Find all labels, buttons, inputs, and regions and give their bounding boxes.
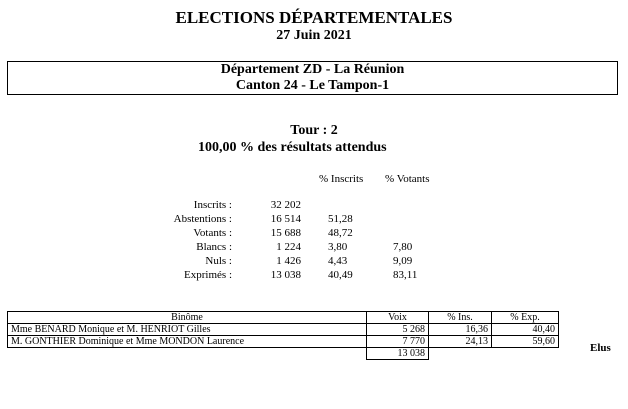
canton-name: Canton 24 - Le Tampon-1: [235, 78, 390, 93]
stat-pct-inscrits: 4,43: [328, 255, 348, 267]
candidate-pct-ins: 24,13: [429, 336, 492, 348]
total-row: [8, 348, 559, 360]
stat-label: Abstentions :: [173, 213, 232, 225]
header-pct-exp: % Exp.: [492, 312, 559, 324]
candidate-pct-ins: 16,36: [429, 324, 492, 336]
candidate-binome: Mme BENARD Monique et M. HENRIOT Gilles: [8, 324, 367, 336]
election-date: 27 Juin 2021: [276, 28, 352, 43]
candidate-pct-exp: 40,40: [492, 324, 559, 336]
stat-label: Blancs :: [196, 241, 232, 253]
header-voix: Voix: [367, 312, 429, 324]
stat-label: Nuls :: [205, 255, 232, 267]
candidate-voix: 7 770: [367, 336, 429, 348]
stat-pct-inscrits: 3,80: [328, 241, 348, 253]
stat-pct-inscrits: 48,72: [328, 227, 353, 239]
stat-value: 15 688: [270, 227, 301, 239]
document-title: ELECTIONS DÉPARTEMENTALES: [175, 8, 453, 27]
results-header-row: [8, 312, 559, 324]
table-row: [8, 324, 559, 336]
candidate-binome: M. GONTHIER Dominique et Mme MONDON Laurence: [8, 336, 367, 348]
stat-pct-votants: 7,80: [393, 241, 413, 253]
candidate-pct-exp: 59,60: [492, 336, 559, 348]
stat-pct-votants: 83,11: [393, 269, 418, 281]
header-pct-votants: % Votants: [385, 173, 430, 185]
stat-value: 1 224: [276, 241, 301, 253]
stat-pct-inscrits: 40,49: [328, 269, 353, 281]
stat-label: Votants :: [193, 227, 232, 239]
round-label: Tour : 2: [290, 123, 338, 138]
departement-name: Département ZD - La Réunion: [220, 62, 405, 77]
stat-label: Inscrits :: [193, 199, 232, 211]
stat-value: 16 514: [270, 213, 301, 225]
stat-value: 13 038: [270, 269, 301, 281]
stat-pct-inscrits: 51,28: [328, 213, 353, 225]
results-progress: 100,00 % des résultats attendus: [198, 140, 387, 155]
stat-value: 1 426: [276, 255, 301, 267]
stat-pct-votants: 9,09: [393, 255, 413, 267]
table-row: [8, 336, 559, 348]
header-pct-ins: % Ins.: [429, 312, 492, 324]
candidate-voix: 5 268: [367, 324, 429, 336]
results-table: [7, 311, 559, 360]
location-box: [7, 61, 618, 95]
total-voix: 13 038: [367, 348, 429, 360]
header-pct-inscrits: % Inscrits: [319, 173, 364, 185]
elected-label: Elus: [590, 342, 611, 354]
stat-value: 32 202: [270, 199, 301, 211]
stat-label: Exprimés :: [184, 269, 232, 281]
header-binome: Binôme: [8, 312, 367, 324]
